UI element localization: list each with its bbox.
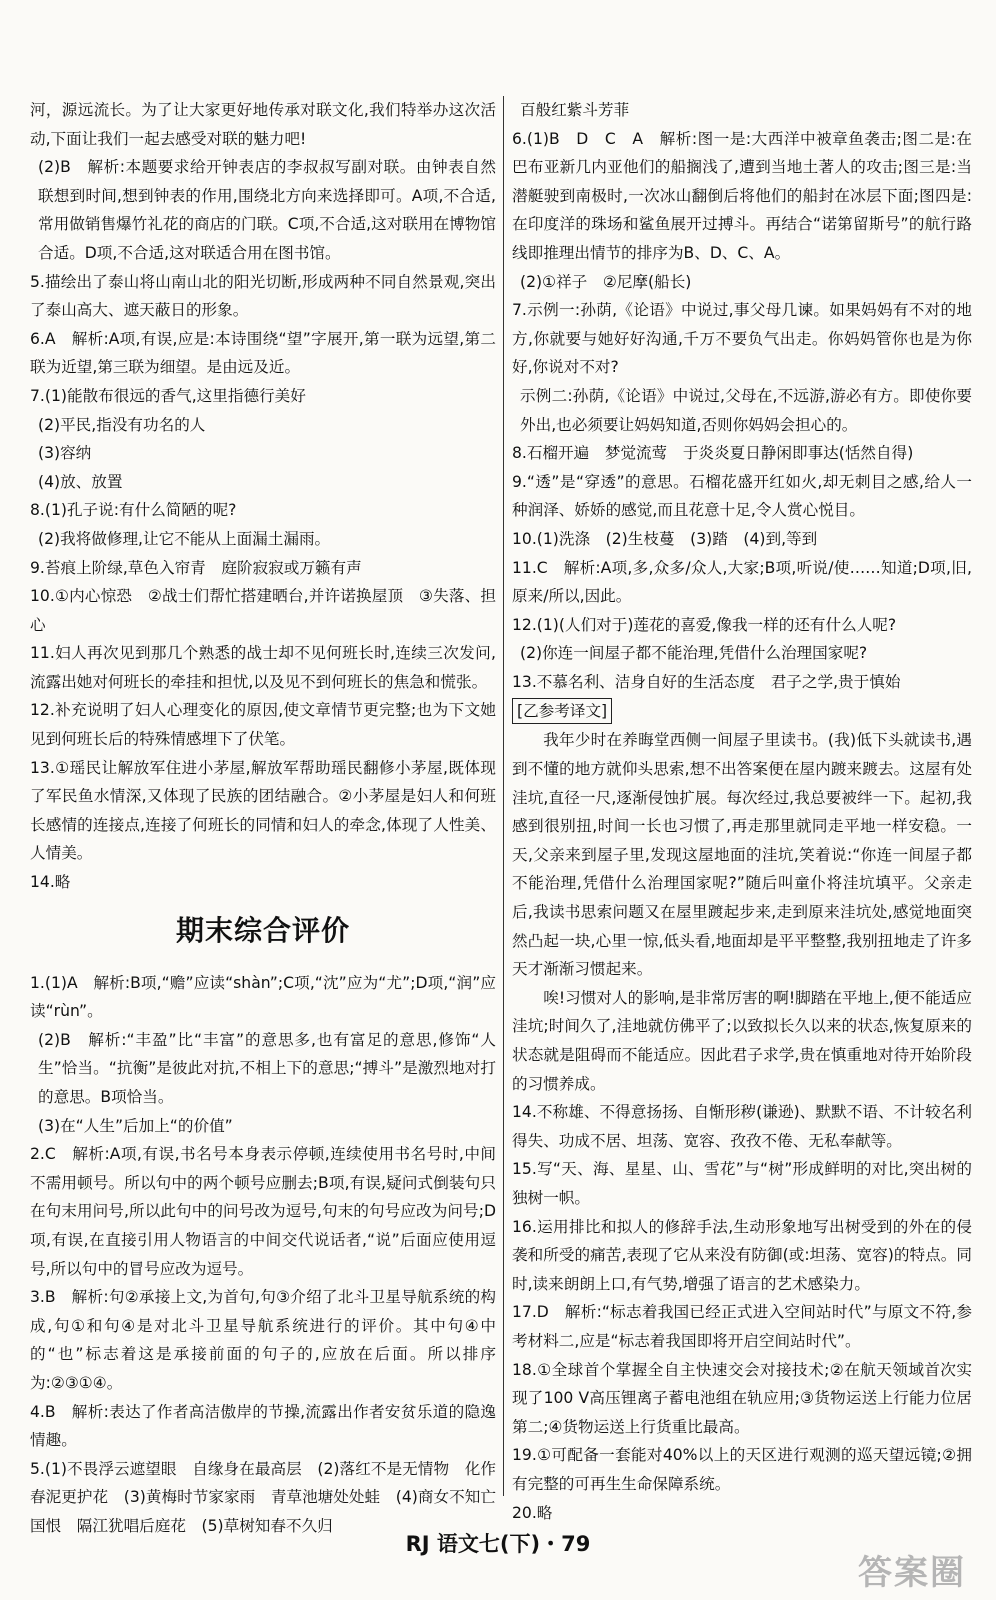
answer-paragraph: 13.①瑶民让解放军住进小茅屋,解放军帮助瑶民翻修小茅屋,既体现了军民鱼水情深,又体现了民族的团结融合。②小茅屋是妇人和何班长感情的连接点,连接了何班长的同情和妇人的牵念,体现了人性美、人情美。 xyxy=(30,758,496,863)
column-divider xyxy=(503,96,504,1496)
answer-paragraph: 10.①内心惊恐 ②战士们帮忙搭建晒台,并许诺换屋顶 ③失落、担心 xyxy=(30,587,496,634)
left-answers xyxy=(30,96,496,897)
answer-paragraph: 8.石榴开遍 梦觉流莺 于炎炎夏日静闲即事达(恬然自得) xyxy=(512,444,914,463)
answer-paragraph: 我年少时在养晦堂西侧一间屋子里读书。(我)低下头就读书,遇到不懂的地方就仰头思索,想不出答案便在屋内踱来踱去。这屋有处洼坑,直径一尺,逐渐侵蚀扩展。每次经过,我总要被绊一下。起初,我感到很别扭,时间一长也习惯了,再走那里就同走平地一样安稳。一天,父亲来到屋子里,发现这屋地面的洼坑,笑着说:“你连一间屋子都不能治理,凭借什么治理国家呢?”随后叫童仆将洼坑填平。父亲走后,我读书思索问题又在屋里踱起步来,走到原来洼坑处,感觉地面突然凸起一块,心里一惊,低头看,地面却是平平整整,我别扭地走了许多天才渐渐习惯起来。 xyxy=(512,731,972,979)
answer-paragraph: 7.(1)能散布很远的香气,这里指德行美好 xyxy=(30,386,306,405)
right-answers xyxy=(512,96,972,696)
answer-paragraph: 7.示例一:孙荫,《论语》中说过,事父母几谏。如果妈妈有不对的地方,你就要与她好好沟通,千万不要负气出走。你妈妈管你也是为你好,你说对不对? xyxy=(512,301,972,377)
translation-and-answers xyxy=(512,726,972,1527)
answer-paragraph: 12.(1)(人们对于)莲花的喜爱,像我一样的还有什么人呢? xyxy=(512,615,897,634)
watermark-logo: 答案圈 xyxy=(858,1553,966,1593)
answer-paragraph: (2)平民,指没有功名的人 xyxy=(38,415,206,434)
translation-label: [乙参考译文] xyxy=(512,698,612,724)
answer-paragraph: 13.不慕名利、洁身自好的生活态度 君子之学,贵于慎始 xyxy=(512,672,901,691)
answer-paragraph: (3)容纳 xyxy=(38,444,92,463)
answer-paragraph: (3)在“人生”后加上“的价值” xyxy=(38,1116,233,1135)
answer-paragraph: 河，源远流长。为了让大家更好地传承对联文化,我们特举办这次活动,下面让我们一起去感受对联的魅力吧! xyxy=(30,101,496,148)
answer-paragraph: 5.(1)不畏浮云遮望眼 自缘身在最高层 (2)落红不是无情物 化作春泥更护花 (3)黄梅时节家家雨 青草池塘处处蛙 (4)商女不知亡国恨 隔江犹唱后庭花 (5)草树知春不久归 xyxy=(30,1459,496,1535)
answer-paragraph: 1.(1)A 解析:B项,“赡”应读“shàn”;C项,“沈”应为“尤”;D项,“润”应读“rùn”。 xyxy=(30,973,496,1021)
answer-paragraph: (2)你连一间屋子都不能治理,凭借什么治理国家呢? xyxy=(520,644,868,663)
section-title: 期末综合评价 xyxy=(175,913,350,947)
right-column xyxy=(512,96,972,1527)
left-column xyxy=(30,96,496,1541)
answer-paragraph: (4)放、放置 xyxy=(38,472,123,491)
answer-paragraph: 9.“透”是“穿透”的意思。石榴花盛开红如火,却无刺目之感,给人一种润泽、娇娇的感觉,而且花意十足,令人赏心悦目。 xyxy=(512,472,972,520)
answer-paragraph: 11.C 解析:A项,多,众多/众人,大家;B项,听说/使……知道;D项,旧,原来/所以,因此。 xyxy=(512,558,972,606)
page-footer: RJ 语文七(下)・79 xyxy=(405,1532,591,1556)
answer-paragraph: 15.写“天、海、星星、山、雪花”与“树”形成鲜明的对比,突出树的独树一帜。 xyxy=(512,1160,972,1207)
answer-paragraph: 唉!习惯对人的影响,是非常厉害的啊!脚踏在平地上,便不能适应洼坑;时间久了,洼地就仿佛平了;以致拟长久以来的状态,恢复原来的状态就是阻碍而不能适应。因此君子求学,贵在慎重地对待开始阶段的习惯养成。 xyxy=(512,988,972,1093)
answer-paragraph: 4.B 解析:表达了作者高洁傲岸的节操,流露出作者安贫乐道的隐逸情趣。 xyxy=(30,1402,496,1450)
answer-paragraph: 2.C 解析:A项,有误,书名号本身表示停顿,连续使用书名号时,中间不需用顿号。所以句中的两个顿号应删去;B项,有误,疑问式倒装句只在句末用问号,所以此句中的问号改为逗号,句末的句号应改为问号;D项,有误,在直接引用人物语言的中间交代说话者,“说”后面应使用逗号,所以句中的冒号应改为逗号。 xyxy=(30,1145,496,1278)
answer-paragraph: 14.略 xyxy=(30,873,71,892)
answer-paragraph: 8.(1)孔子说:有什么简陋的呢? xyxy=(30,501,237,520)
answer-paragraph: 示例二:孙荫,《论语》中说过,父母在,不远游,游必有方。即使你要外出,也必须要让妈妈知道,否则你妈妈会担心的。 xyxy=(520,386,972,434)
answer-paragraph: (2)B 解析:“丰盈”比“丰富”的意思多,也有富足的意思,修饰“人生”恰当。“抗衡”是彼此对抗,不相上下的意思;“搏斗”是激烈地对打的意思。B项恰当。 xyxy=(38,1030,496,1106)
answer-paragraph: 3.B 解析:句②承接上文,为首句,句③介绍了北斗卫星导航系统的构成,句①和句④是对北斗卫星导航系统进行的评价。其中句④中的“也”标志着这是承接前面的句子的,应放在后面。所以排序为:②③①④。 xyxy=(30,1288,496,1392)
answer-paragraph: (2)①祥子 ②尼摩(船长) xyxy=(520,272,692,291)
answer-paragraph: 14.不称雄、不得意扬扬、自惭形秽(谦逊)、默默不语、不计较名利得失、功成不居、坦荡、宽容、孜孜不倦、无私奉献等。 xyxy=(512,1103,972,1150)
answer-paragraph: 10.(1)洗涤 (2)生枝蔓 (3)踏 (4)到,等到 xyxy=(512,529,818,548)
final-review-answers xyxy=(30,969,496,1541)
answer-paragraph: 16.运用排比和拟人的修辞手法,生动形象地写出树受到的外在的侵袭和所受的痛苦,表现了它从来没有防御(或:坦荡、宽容)的特点。同时,读来朗朗上口,有气势,增强了语言的艺术感染力。 xyxy=(512,1217,972,1293)
answer-paragraph: 11.妇人再次见到那几个熟悉的战士却不见何班长时,连续三次发问,流露出她对何班长的牵挂和担忧,以及见不到何班长的焦急和慌张。 xyxy=(30,644,496,691)
answer-paragraph: (2)我将做修理,让它不能从上面漏土漏雨。 xyxy=(38,529,331,548)
answer-paragraph: 6.A 解析:A项,有误,应是:本诗围绕“望”字展开,第一联为远望,第二联为近望,第三联为细望。是由远及近。 xyxy=(30,329,496,377)
answer-paragraph: 17.D 解析:“标志着我国已经正式进入空间站时代”与原文不符,参考材料二,应是“标志着我国即将开启空间站时代”。 xyxy=(512,1303,972,1350)
answer-paragraph: 百般红紫斗芳菲 xyxy=(520,101,630,119)
answer-paragraph: 19.①可配备一套能对40%以上的天区进行观测的巡天望远镜;②拥有完整的可再生生命保障系统。 xyxy=(512,1446,972,1493)
answer-paragraph: 20.略 xyxy=(512,1503,553,1522)
answer-paragraph: (2)B 解析:本题要求给开钟表店的李叔叔写副对联。由钟表自然联想到时间,想到钟表的作用,围绕北方向来选择即可。A项,不合适,常用做销售爆竹礼花的商店的门联。C项,不合适,这对联用在博物馆合适。D项,不合适,这对联适合用在图书馆。 xyxy=(38,158,496,262)
answer-paragraph: 6.(1)B D C A 解析:图一是:大西洋中被章鱼袭击;图二是:在巴布亚新几内亚他们的船搁浅了,遭到当地土著人的攻击;图三是:当潜艇驶到南极时,一次冰山翻倒后将他们的船封在冰层下面;图四是:在印度洋的珠场和鲨鱼展开过搏斗。再结合“诺第留斯号”的航行路线即推理出情节的排序为B、D、C、A。 xyxy=(512,129,972,262)
answer-paragraph: 12.补充说明了妇人心理变化的原因,使文章情节更完整;也为下文她见到何班长后的特殊情感埋下了伏笔。 xyxy=(30,701,496,749)
answer-paragraph: 5.描绘出了泰山将山南山北的阳光切断,形成两种不同自然景观,突出了泰山高大、遮天蔽日的形象。 xyxy=(30,272,496,320)
answer-paragraph: 9.苔痕上阶绿,草色入帘青 庭阶寂寂或万籁有声 xyxy=(30,558,362,577)
answer-paragraph: 18.①全球首个掌握全自主快速交会对接技术;②在航天领域首次实现了100 V高压锂离子蓄电池组在轨应用;③货物运送上行能力位居第二;④货物运送上行货重比最高。 xyxy=(512,1360,972,1436)
